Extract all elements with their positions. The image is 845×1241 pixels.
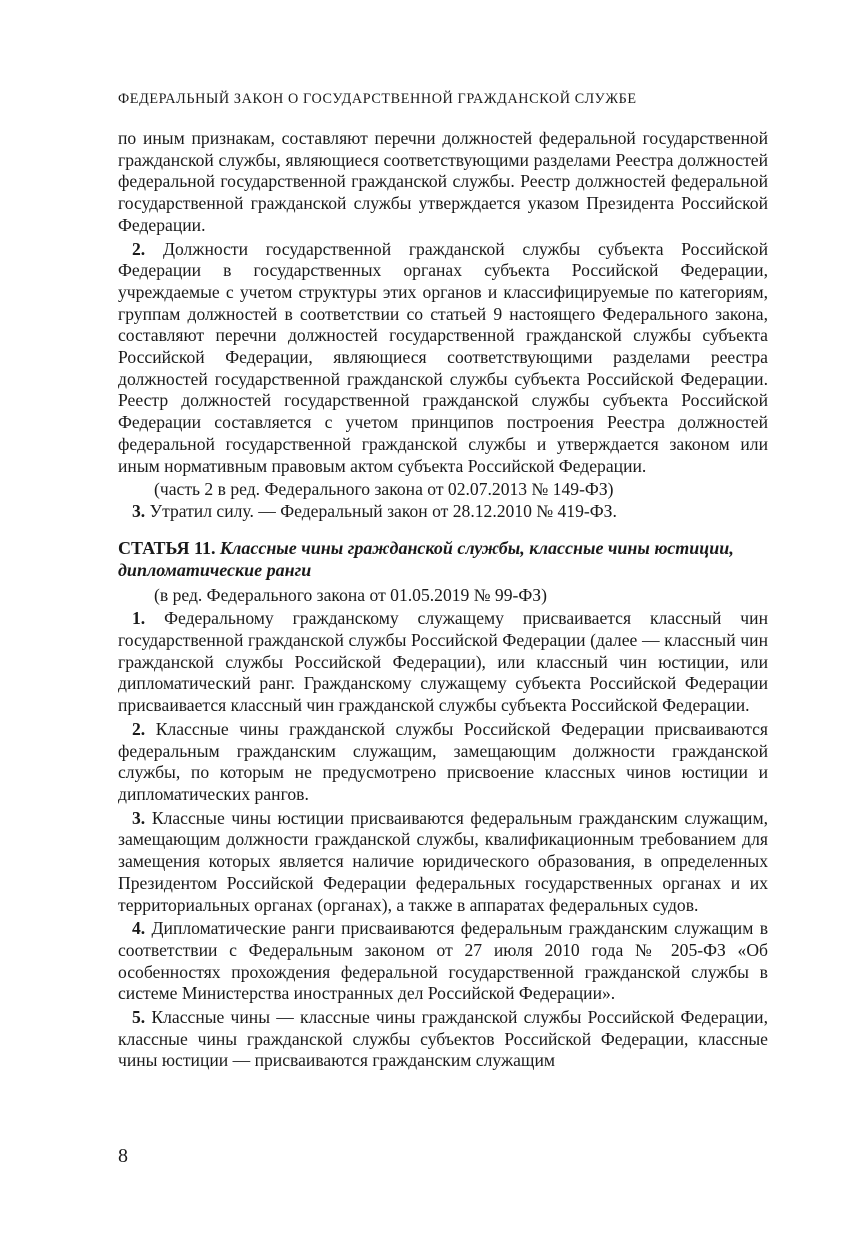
paragraph-text: Дипломатические ранги присваиваются федеральным гражданским служащим в соответствии с Федеральным законом от 27 июля 2010 года № 205-ФЗ «Об особенностях прохождения федеральной государственной гражданской службы в системе Министерства иностранных дел Российской Федерации». <box>118 918 768 1004</box>
article-paragraph-2 <box>118 719 768 806</box>
item-number: 3. <box>132 500 146 521</box>
paragraph-text: Классные чины — классные чины гражданской службы Российской Федерации, классные чины гражданской службы субъектов Российской Федерации, классные чины юстиции — присваиваются гражданским служащим <box>118 1007 768 1071</box>
amendment-note: (часть 2 в ред. Федерального закона от 02.07.2013 № 149-ФЗ) <box>154 479 614 500</box>
paragraph-continuation <box>118 128 768 237</box>
item-number: 4. <box>132 918 146 939</box>
paragraph-text: Классные чины юстиции присваиваются федеральным гражданским служащим, замещающим должности гражданской службы, квалификационным требованием для замещения которых является наличие юридического образования, в определенных Президентом Российской Федерации федеральных государственных органах и их территориальных органах (органах), а также в аппаратах федеральных судов. <box>118 807 768 915</box>
article-label: СТАТЬЯ 11. <box>118 537 216 558</box>
paragraph-text: Должности государственной гражданской службы субъекта Российской Федерации в государственных органах субъекта Российской Федерации, учреждаемые с учетом структуры этих органов и классифицируемые по категориям, группам должностей в соответствии со статьей 9 настоящего Федерального закона, составляют перечни должностей государственной гражданской службы субъекта Российской Федерации, являющиеся соответствующими разделами реестра должностей государственной гражданской службы субъекта Российской Федерации. Реестр должностей государственной гражданской службы субъекта Российской Федерации составляется с учетом принципов построения Реестра должностей федеральной государственной гражданской службы и утверждается законом или иным нормативным правовым актом субъекта Российской Федерации. <box>118 238 768 476</box>
article-paragraph-3 <box>118 808 768 917</box>
page-number: 8 <box>118 1145 128 1167</box>
item-number: 5. <box>132 1007 146 1028</box>
article-heading <box>118 537 768 581</box>
article-title: Классные чины гражданской службы, классные чины юстиции, дипломатические ранги <box>118 537 734 580</box>
article-amendment-note: (в ред. Федерального закона от 01.05.2019 № 99-ФЗ) <box>154 584 547 605</box>
running-header: ФЕДЕРАЛЬНЫЙ ЗАКОН О ГОСУДАРСТВЕННОЙ ГРАЖДАНСКОЙ СЛУЖБЕ <box>118 91 637 107</box>
paragraph-text: Утратил силу. — Федеральный закон от 28.12.2010 № 419-ФЗ. <box>149 500 617 521</box>
paragraph-item-2 <box>118 239 768 478</box>
article-paragraph-1 <box>118 608 768 717</box>
article-paragraph-4 <box>118 918 768 1005</box>
page-body <box>118 128 768 1072</box>
paragraph-text: Федеральному гражданскому служащему присваивается классный чин государственной гражданской службы Российской Федерации (далее — классный чин гражданской службы Российской Федерации), или классный чин юстиции, или дипломатический ранг. Гражданскому служащему субъекта Российской Федерации присваивается классный чин гражданской службы субъекта Российской Федерации. <box>118 608 768 716</box>
paragraph-text: Классные чины гражданской службы Российской Федерации присваиваются федеральным гражданским служащим, замещающим должности гражданской службы, по которым не предусмотрено присвоение классных чинов юстиции и дипломатических рангов. <box>118 718 768 804</box>
item-number: 2. <box>132 238 146 259</box>
paragraph-item-3 <box>118 501 768 523</box>
item-number: 3. <box>132 807 146 828</box>
item-number: 1. <box>132 608 146 629</box>
paragraph-text: по иным признакам, составляют перечни должностей федеральной государственной гражданской службы, являющиеся соответствующими разделами Реестра должностей федеральной государственной гражданской службы. Реестр должностей федеральной государственной гражданской службы утверждается указом Президента Российской Федерации. <box>118 128 768 235</box>
article-paragraph-5 <box>118 1007 768 1072</box>
item-number: 2. <box>132 718 146 739</box>
